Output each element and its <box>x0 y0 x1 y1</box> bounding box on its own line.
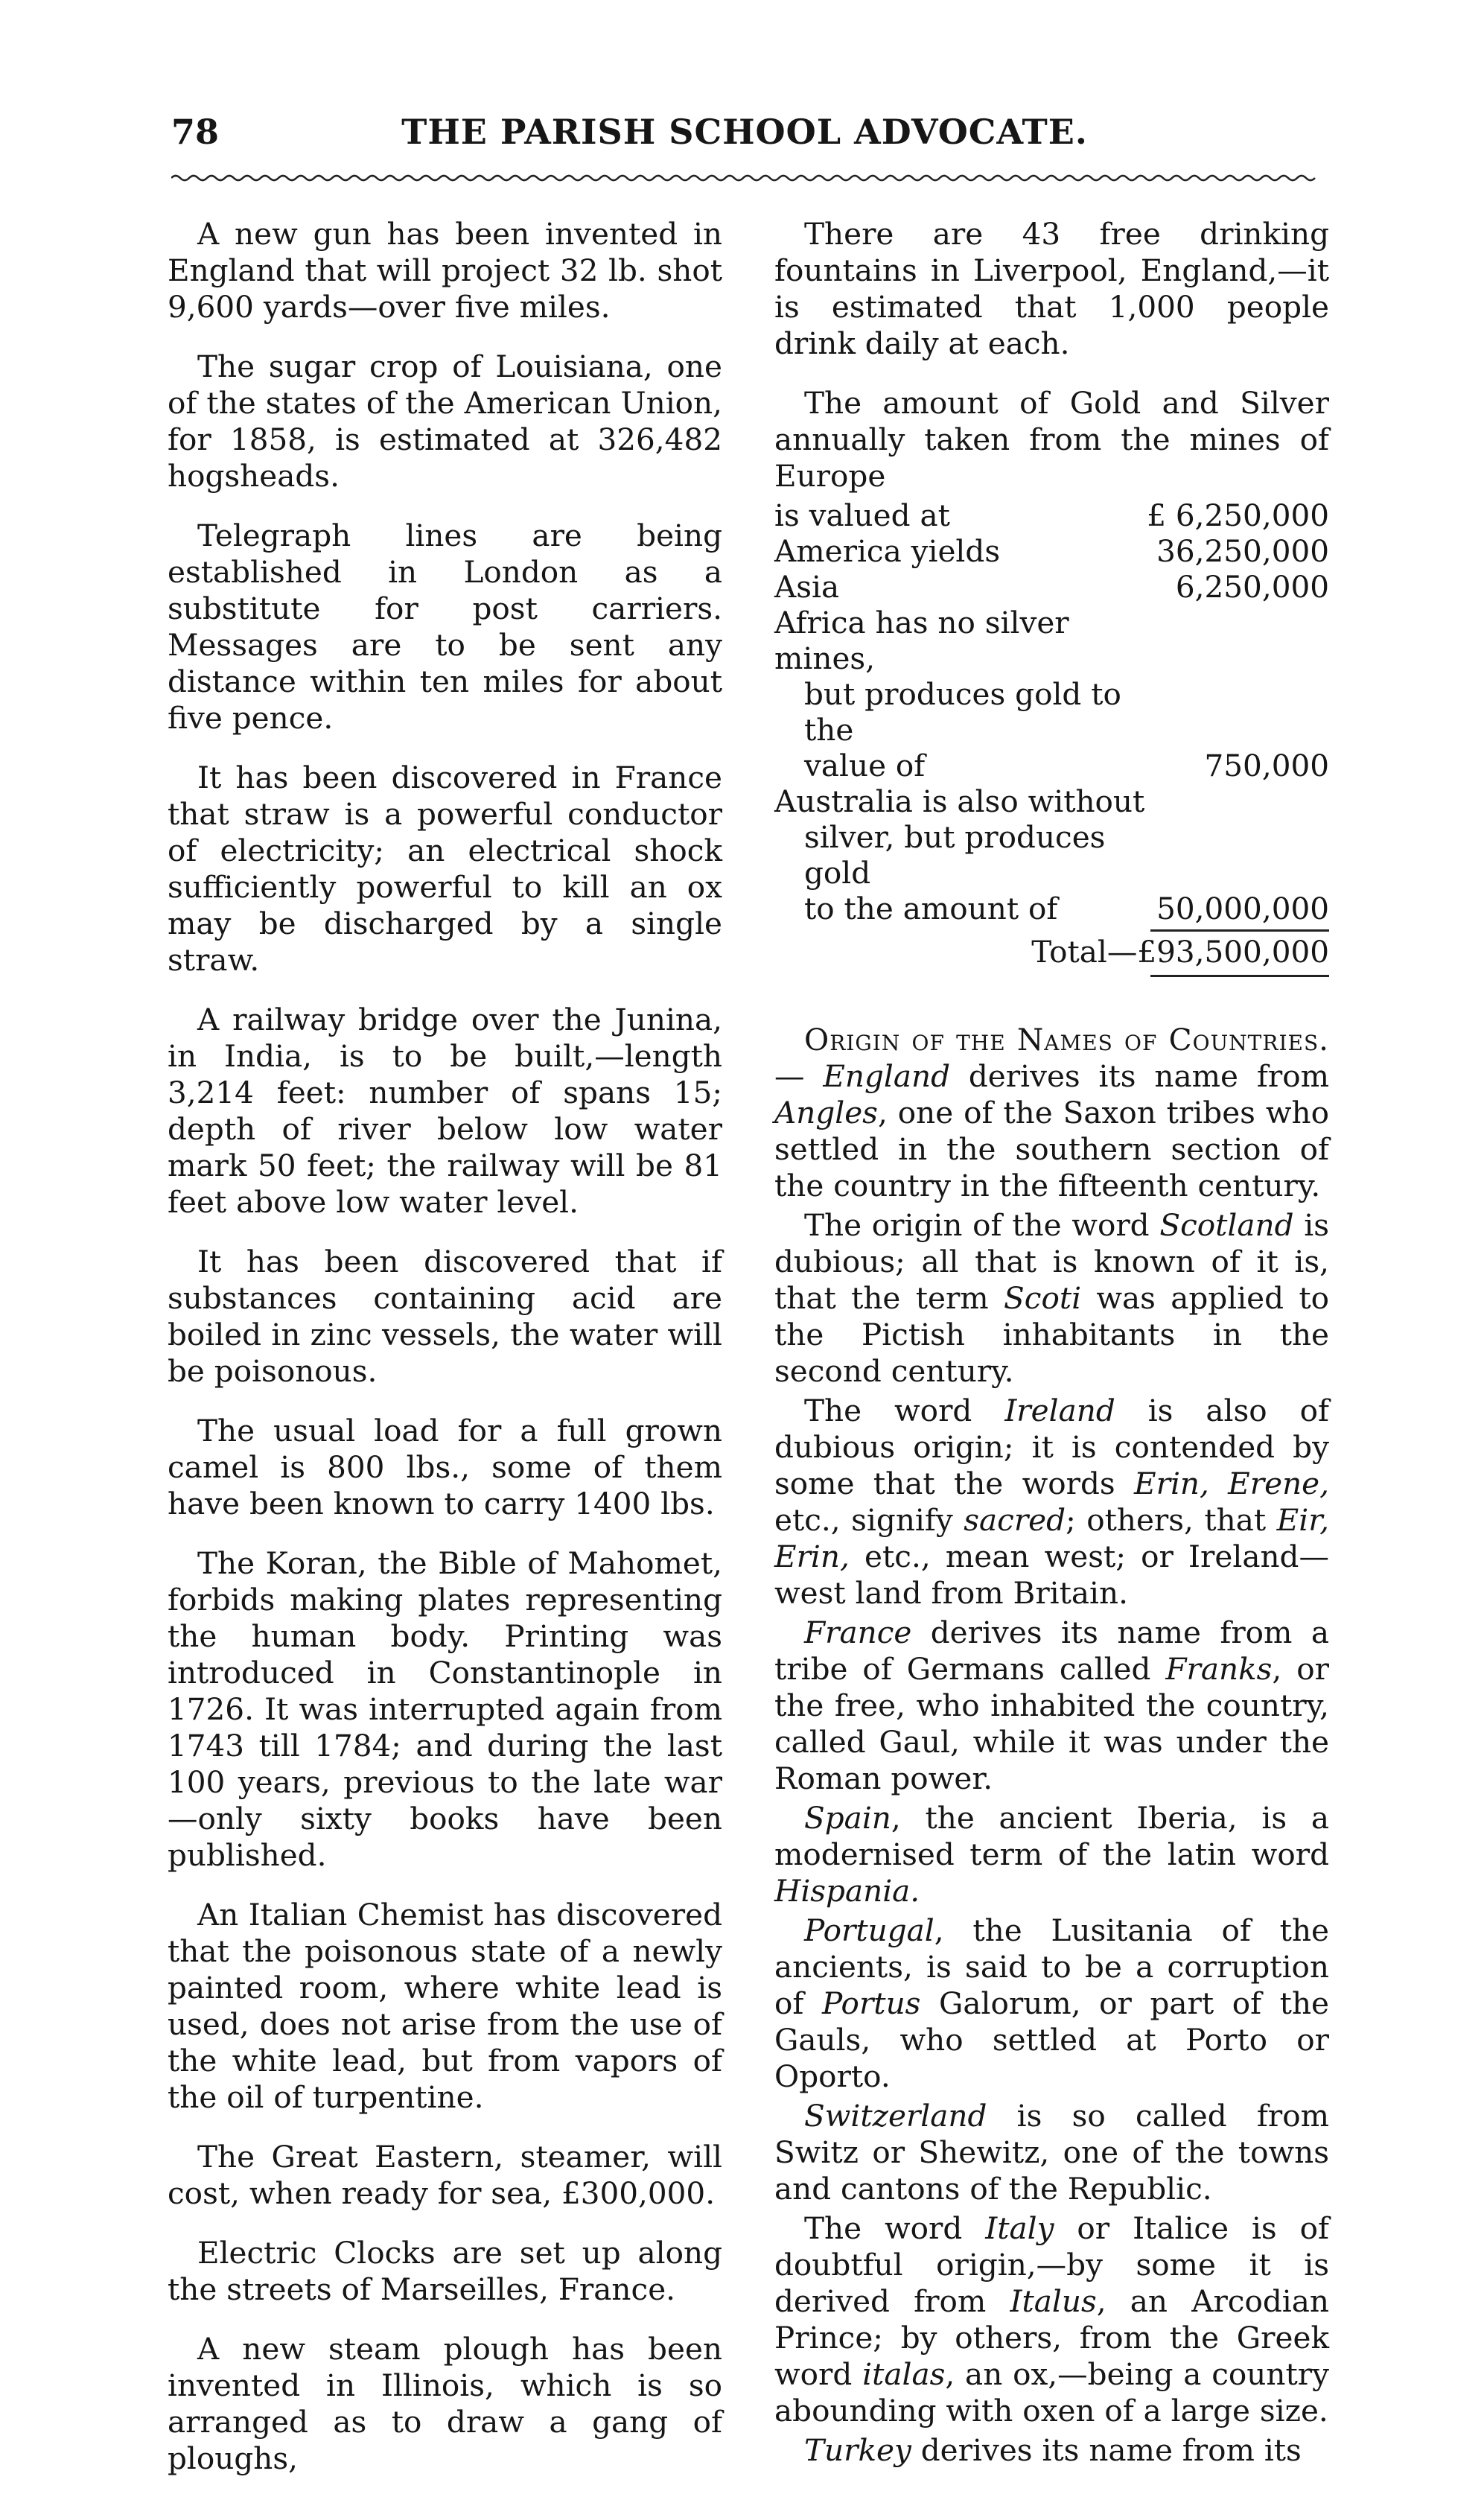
term-italas: italas <box>862 2356 946 2392</box>
paragraph-origin-england <box>774 1022 1329 1204</box>
table-cell-amount <box>1147 605 1329 676</box>
term-scoti: Scoti <box>1004 1280 1082 1316</box>
page-header <box>171 112 1318 164</box>
italy-text-c: , an Arcodian Prince; by others, from the Greek word <box>774 2283 1329 2392</box>
running-title: THE PARISH SCHOOL ADVOCATE. <box>401 112 1088 152</box>
paragraph-great-eastern: The Great Eastern, steamer, will cost, when ready for sea, £300,000. <box>168 2139 722 2211</box>
table-row <box>774 533 1329 569</box>
ireland-text-e: etc., mean west; or Ireland—west land from Britain. <box>774 1539 1329 1611</box>
paragraph-chemist: An Italian Chemist has discovered that the poisonous state of a newly painted room, where white lead is used, does not arise from the use of the white lead, but from vapors of the oil of turpentine. <box>168 1897 722 2115</box>
table-cell-label: value of <box>804 748 926 783</box>
ireland-text-b: is also of dubious origin; it is contended by some that the words <box>774 1393 1329 1501</box>
spain-text-a: , the ancient Iberia, is a modernised term of the latin word <box>774 1800 1329 1872</box>
total-value: Total—£93,500,000 <box>1031 934 1329 970</box>
paragraph-camel: The usual load for a full grown camel is 800 lbs., some of them have been known to carry 1400 lbs. <box>168 1413 722 1521</box>
paragraph-gun: A new gun has been invented in England that will project 32 lb. shot 9,600 yards—over five miles. <box>168 216 722 325</box>
table-cell-label: Africa has no silver mines, <box>774 605 1069 676</box>
country-name-italy: Italy <box>985 2210 1054 2246</box>
paragraph-ireland <box>774 1393 1329 1612</box>
section-gap <box>774 970 1329 1022</box>
ireland-text-a: The word <box>804 1393 1005 1428</box>
table-cell-amount: £ 6,250,000 <box>1147 497 1329 533</box>
paragraph-sugar-crop: The sugar crop of Louisiana, one of the states of the American Union, for 1858, is estimated at 326,482 hogsheads. <box>168 349 722 494</box>
table-cell-label: Australia is also without <box>774 783 1145 819</box>
term-portus: Portus <box>821 1985 921 2021</box>
portugal-text-a: , the Lusitania of the ancients, is said to be a corruption of <box>774 1912 1329 2021</box>
paragraph-zinc-vessels: It has been discovered that if substances containing acid are boiled in zinc vessels, the water will be poisonous. <box>168 1244 722 1389</box>
table-row <box>774 819 1329 891</box>
table-cell-amount <box>1147 819 1329 891</box>
paragraph-portugal <box>774 1912 1329 2095</box>
country-name-spain: Spain <box>804 1800 891 1836</box>
wavy-rule <box>171 173 1318 183</box>
england-rest: , one of the Saxon tribes who settled in the southern section of the country in the fifteenth century. <box>774 1095 1329 1203</box>
table-row <box>774 891 1329 926</box>
paragraph-turkey <box>774 2432 1329 2469</box>
paragraph-scotland <box>774 1207 1329 1390</box>
section-heading: Origin of the Names of Countries. <box>804 1022 1329 1057</box>
country-name-scotland: Scotland <box>1159 1207 1294 1243</box>
term-angles: Angles <box>774 1095 878 1130</box>
table-row <box>774 497 1329 533</box>
turkey-text-a: derives its name from its <box>911 2432 1302 2468</box>
table-cell-amount: 36,250,000 <box>1156 533 1329 569</box>
total-underline <box>1150 975 1329 977</box>
ireland-text-d: ; others, that <box>1066 1502 1277 1538</box>
italy-text-d: , an ox,—being a country abounding with oxen of a large size. <box>774 2356 1329 2429</box>
table-row <box>774 676 1329 748</box>
paragraph-steam-plough: A new steam plough has been invented in Illinois, which is so arranged as to draw a gang of ploughs, <box>168 2331 722 2476</box>
paragraph-railway-bridge: A railway bridge over the Junina, in India, is to be built,—length 3,214 feet: number of spans 15; depth of river below low water mark 50 feet; the railway will be 81 feet above low water level. <box>168 1002 722 1220</box>
england-text: derives its name from <box>950 1058 1329 1094</box>
table-row <box>774 569 1329 605</box>
table-cell-amount: 50,000,000 <box>1156 891 1329 926</box>
term-eir-erin: Eir, Erin, <box>774 1502 1329 1574</box>
portugal-text-b: Galorum, or part of the Gauls, who settled at Porto or Oporto. <box>774 1985 1330 2094</box>
table-cell-label: silver, but produces gold <box>804 819 1106 891</box>
switzerland-text-a: is so called from Switz or Shewitz, one of the towns and cantons of the Republic. <box>774 2098 1329 2207</box>
table-cell-amount: 750,000 <box>1204 748 1329 783</box>
total-overline <box>1150 929 1329 932</box>
paragraph-italy <box>774 2210 1329 2429</box>
scotland-text-c: was applied to the Pictish inhabitants in the second century. <box>774 1280 1329 1389</box>
paragraph-france <box>774 1615 1329 1797</box>
paragraph-spain <box>774 1800 1329 1909</box>
table-cell-amount <box>1147 783 1329 819</box>
table-cell-label: to the amount of <box>804 891 1058 926</box>
country-name-portugal: Portugal <box>804 1912 934 1948</box>
right-column <box>774 216 1329 2472</box>
france-text-a: derives its name from a tribe of Germans called <box>774 1615 1329 1687</box>
table-row <box>774 783 1329 819</box>
paragraph-gold-silver: The amount of Gold and Silver annually taken from the mines of Europe <box>774 385 1329 494</box>
scotland-text-a: The origin of the word <box>804 1207 1160 1243</box>
country-name-england: England <box>823 1058 951 1094</box>
total-line <box>774 934 1329 970</box>
table-row <box>774 605 1329 676</box>
table-cell-label: America yields <box>774 533 1001 569</box>
term-franks: Franks <box>1165 1651 1273 1687</box>
table-row <box>774 748 1329 783</box>
term-sacred: sacred <box>964 1502 1066 1538</box>
country-name-turkey: Turkey <box>804 2432 911 2468</box>
country-name-ireland: Ireland <box>1004 1393 1115 1428</box>
term-erin-erene: Erin, Erene, <box>1134 1466 1329 1501</box>
paragraph-straw: It has been discovered in France that straw is a powerful conductor of electricity; an electrical shock sufficiently powerful to kill an ox may be discharged by a single straw. <box>168 760 722 978</box>
italy-text-a: The word <box>804 2210 986 2246</box>
page-number: 78 <box>171 112 220 152</box>
france-text-b: , or the free, who inhabited the country, called Gaul, while it was under the Roman power. <box>774 1651 1329 1796</box>
ireland-text-c: etc., signify <box>774 1502 964 1538</box>
paragraph-electric-clocks: Electric Clocks are set up along the streets of Marseilles, France. <box>168 2235 722 2307</box>
term-italus: Italus <box>1010 2283 1097 2319</box>
left-column <box>168 216 722 2500</box>
paragraph-koran: The Koran, the Bible of Mahomet, forbids making plates representing the human body. Printing was introduced in Constantinople in 1726. It was interrupted again from 1743 till 1784; and during the last 100 years, previous to the late war—only sixty books have been published. <box>168 1545 722 1873</box>
italy-text-b: or Italice is of doubtful origin,—by some it is derived from <box>774 2210 1329 2319</box>
table-cell-label: is valued at <box>774 497 950 533</box>
paragraph-switzerland <box>774 2098 1329 2207</box>
table-cell-amount: 6,250,000 <box>1175 569 1329 605</box>
gold-silver-table <box>774 497 1329 926</box>
country-name-france: France <box>804 1615 912 1650</box>
paragraph-telegraph: Telegraph lines are being established in London as a substitute for post carriers. Messages are to be sent any distance within ten miles for about five pence. <box>168 518 722 736</box>
table-cell-amount <box>1147 676 1329 748</box>
heading-dash: — <box>774 1058 824 1094</box>
paragraph-fountains: There are 43 free drinking fountains in Liverpool, England,—it is estimated that 1,000 people drink daily at each. <box>774 216 1329 361</box>
country-name-switzerland: Switzerland <box>804 2098 987 2134</box>
table-cell-label: but produces gold to the <box>804 676 1121 748</box>
table-cell-label: Asia <box>774 569 840 605</box>
term-hispania: Hispania. <box>774 1873 920 1909</box>
scotland-text-b: is dubious; all that is known of it is, that the term <box>774 1207 1329 1316</box>
